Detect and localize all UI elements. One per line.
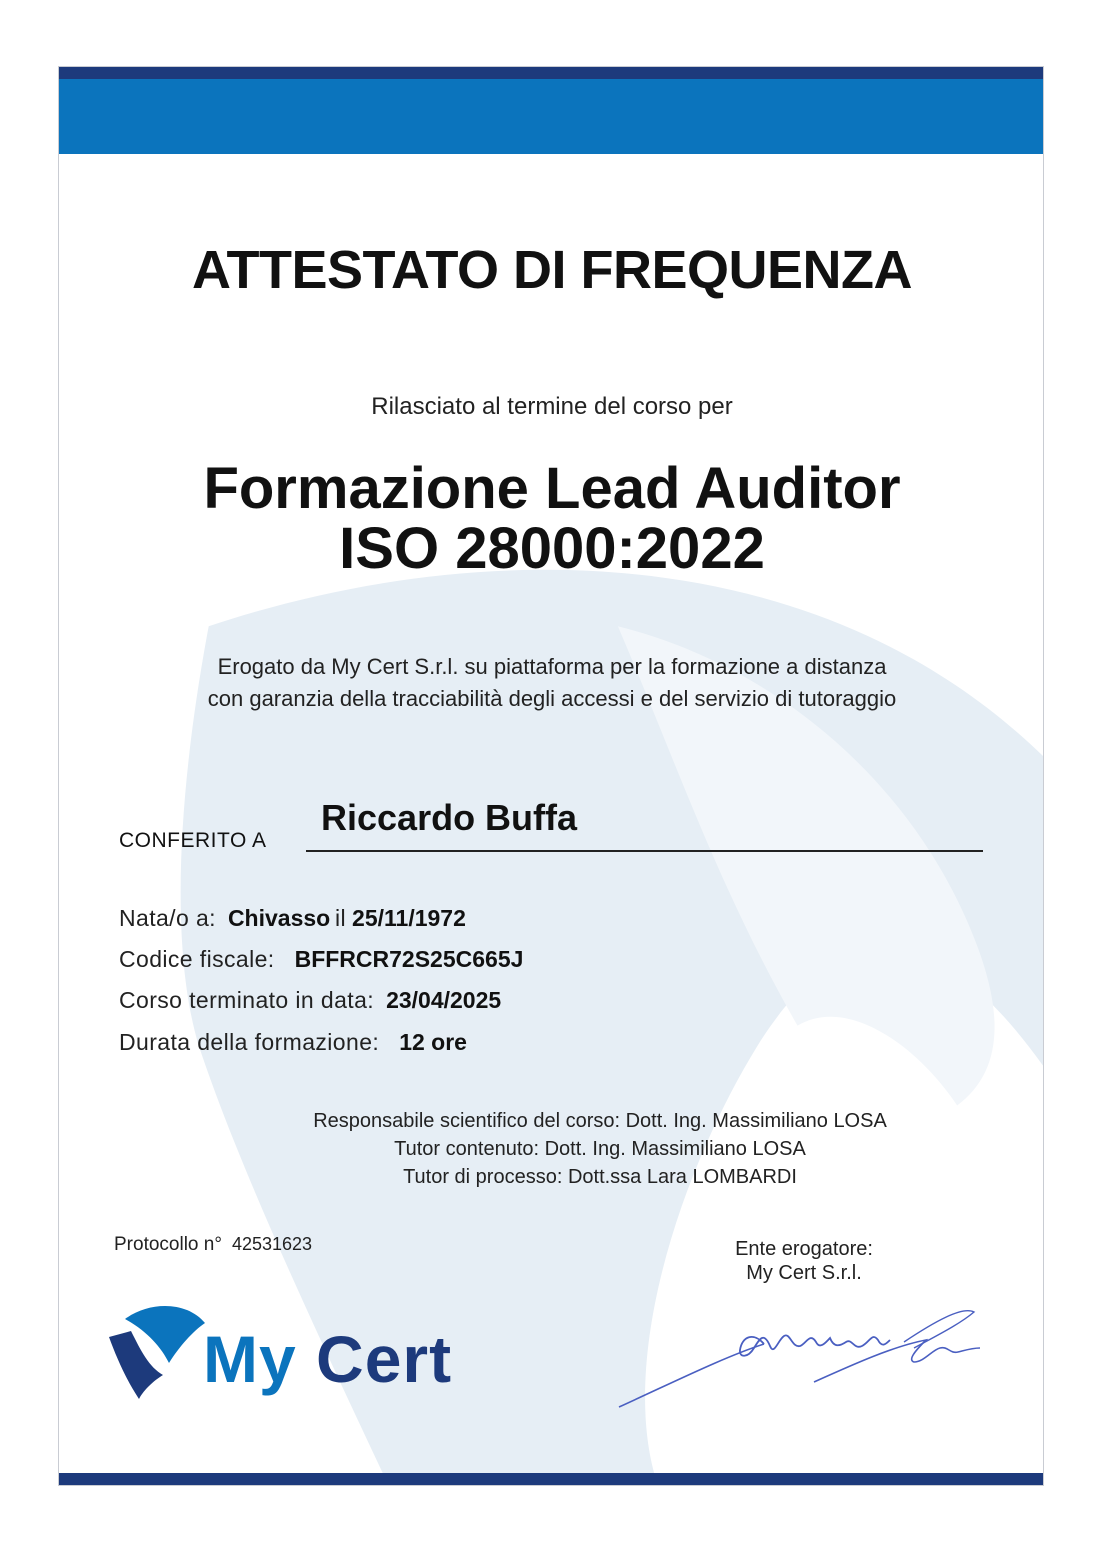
tax-code-value: BFFRCR72S25C665J (294, 946, 524, 972)
provider-label: Ente erogatore: (735, 1238, 873, 1260)
birth-date: 25/11/1972 (352, 905, 466, 931)
logo-text-cert: Cert (316, 1322, 453, 1396)
duration-label: Durata della formazione: (119, 1029, 380, 1055)
course-staff (59, 1107, 1044, 1191)
birth-place: Chivasso (227, 905, 331, 931)
conferred-label: CONFERITO A (119, 829, 267, 852)
provider (699, 1237, 909, 1285)
completion-label: Corso terminato in data: (119, 987, 375, 1013)
course-title-line1: Formazione Lead Auditor (203, 456, 901, 521)
tax-code-label: Codice fiscale: (119, 946, 275, 972)
course-title-line2: ISO 28000:2022 (339, 516, 765, 581)
certificate-subtitle: Rilasciato al termine del corso per (371, 393, 733, 420)
birth-row (119, 905, 466, 932)
completion-date: 23/04/2025 (386, 987, 502, 1013)
signature (614, 1302, 994, 1412)
duration-row (119, 1029, 467, 1056)
top-header-stripe (59, 67, 1043, 79)
bottom-band (59, 1473, 1043, 1485)
protocol-label: Protocollo n° (114, 1234, 222, 1255)
recipient-underline (306, 850, 983, 852)
content-tutor: Tutor contenuto: Dott. Ing. Massimiliano LOSA (394, 1138, 806, 1160)
provider-name: My Cert S.r.l. (746, 1262, 862, 1284)
course-title (59, 456, 1044, 581)
completion-row (119, 987, 501, 1014)
description-line2: con garanzia della tracciabilità degli accessi e del servizio di tutoraggio (207, 686, 897, 711)
mycert-logo-text (203, 1321, 452, 1397)
certificate-title: ATTESTATO DI FREQUENZA (192, 240, 912, 300)
duration-value: 12 ore (399, 1029, 467, 1055)
logo-text-my: My (203, 1322, 297, 1396)
birth-connector: il (335, 905, 347, 931)
top-header-band (59, 67, 1043, 154)
process-tutor: Tutor di processo: Dott.ssa Lara LOMBARDI (403, 1166, 797, 1188)
recipient-name: Riccardo Buffa (321, 797, 578, 838)
tax-code-row (119, 946, 523, 973)
birth-label: Nata/o a: (119, 905, 216, 931)
protocol-number: 42531623 (231, 1234, 313, 1254)
course-description (59, 651, 1044, 715)
scientific-lead: Responsabile scientifico del corso: Dott. Ing. Massimiliano LOSA (313, 1110, 887, 1132)
description-line1: Erogato da My Cert S.r.l. su piattaforma per la formazione a distanza (217, 654, 887, 679)
certificate-frame (58, 66, 1044, 1486)
protocol (114, 1234, 312, 1256)
